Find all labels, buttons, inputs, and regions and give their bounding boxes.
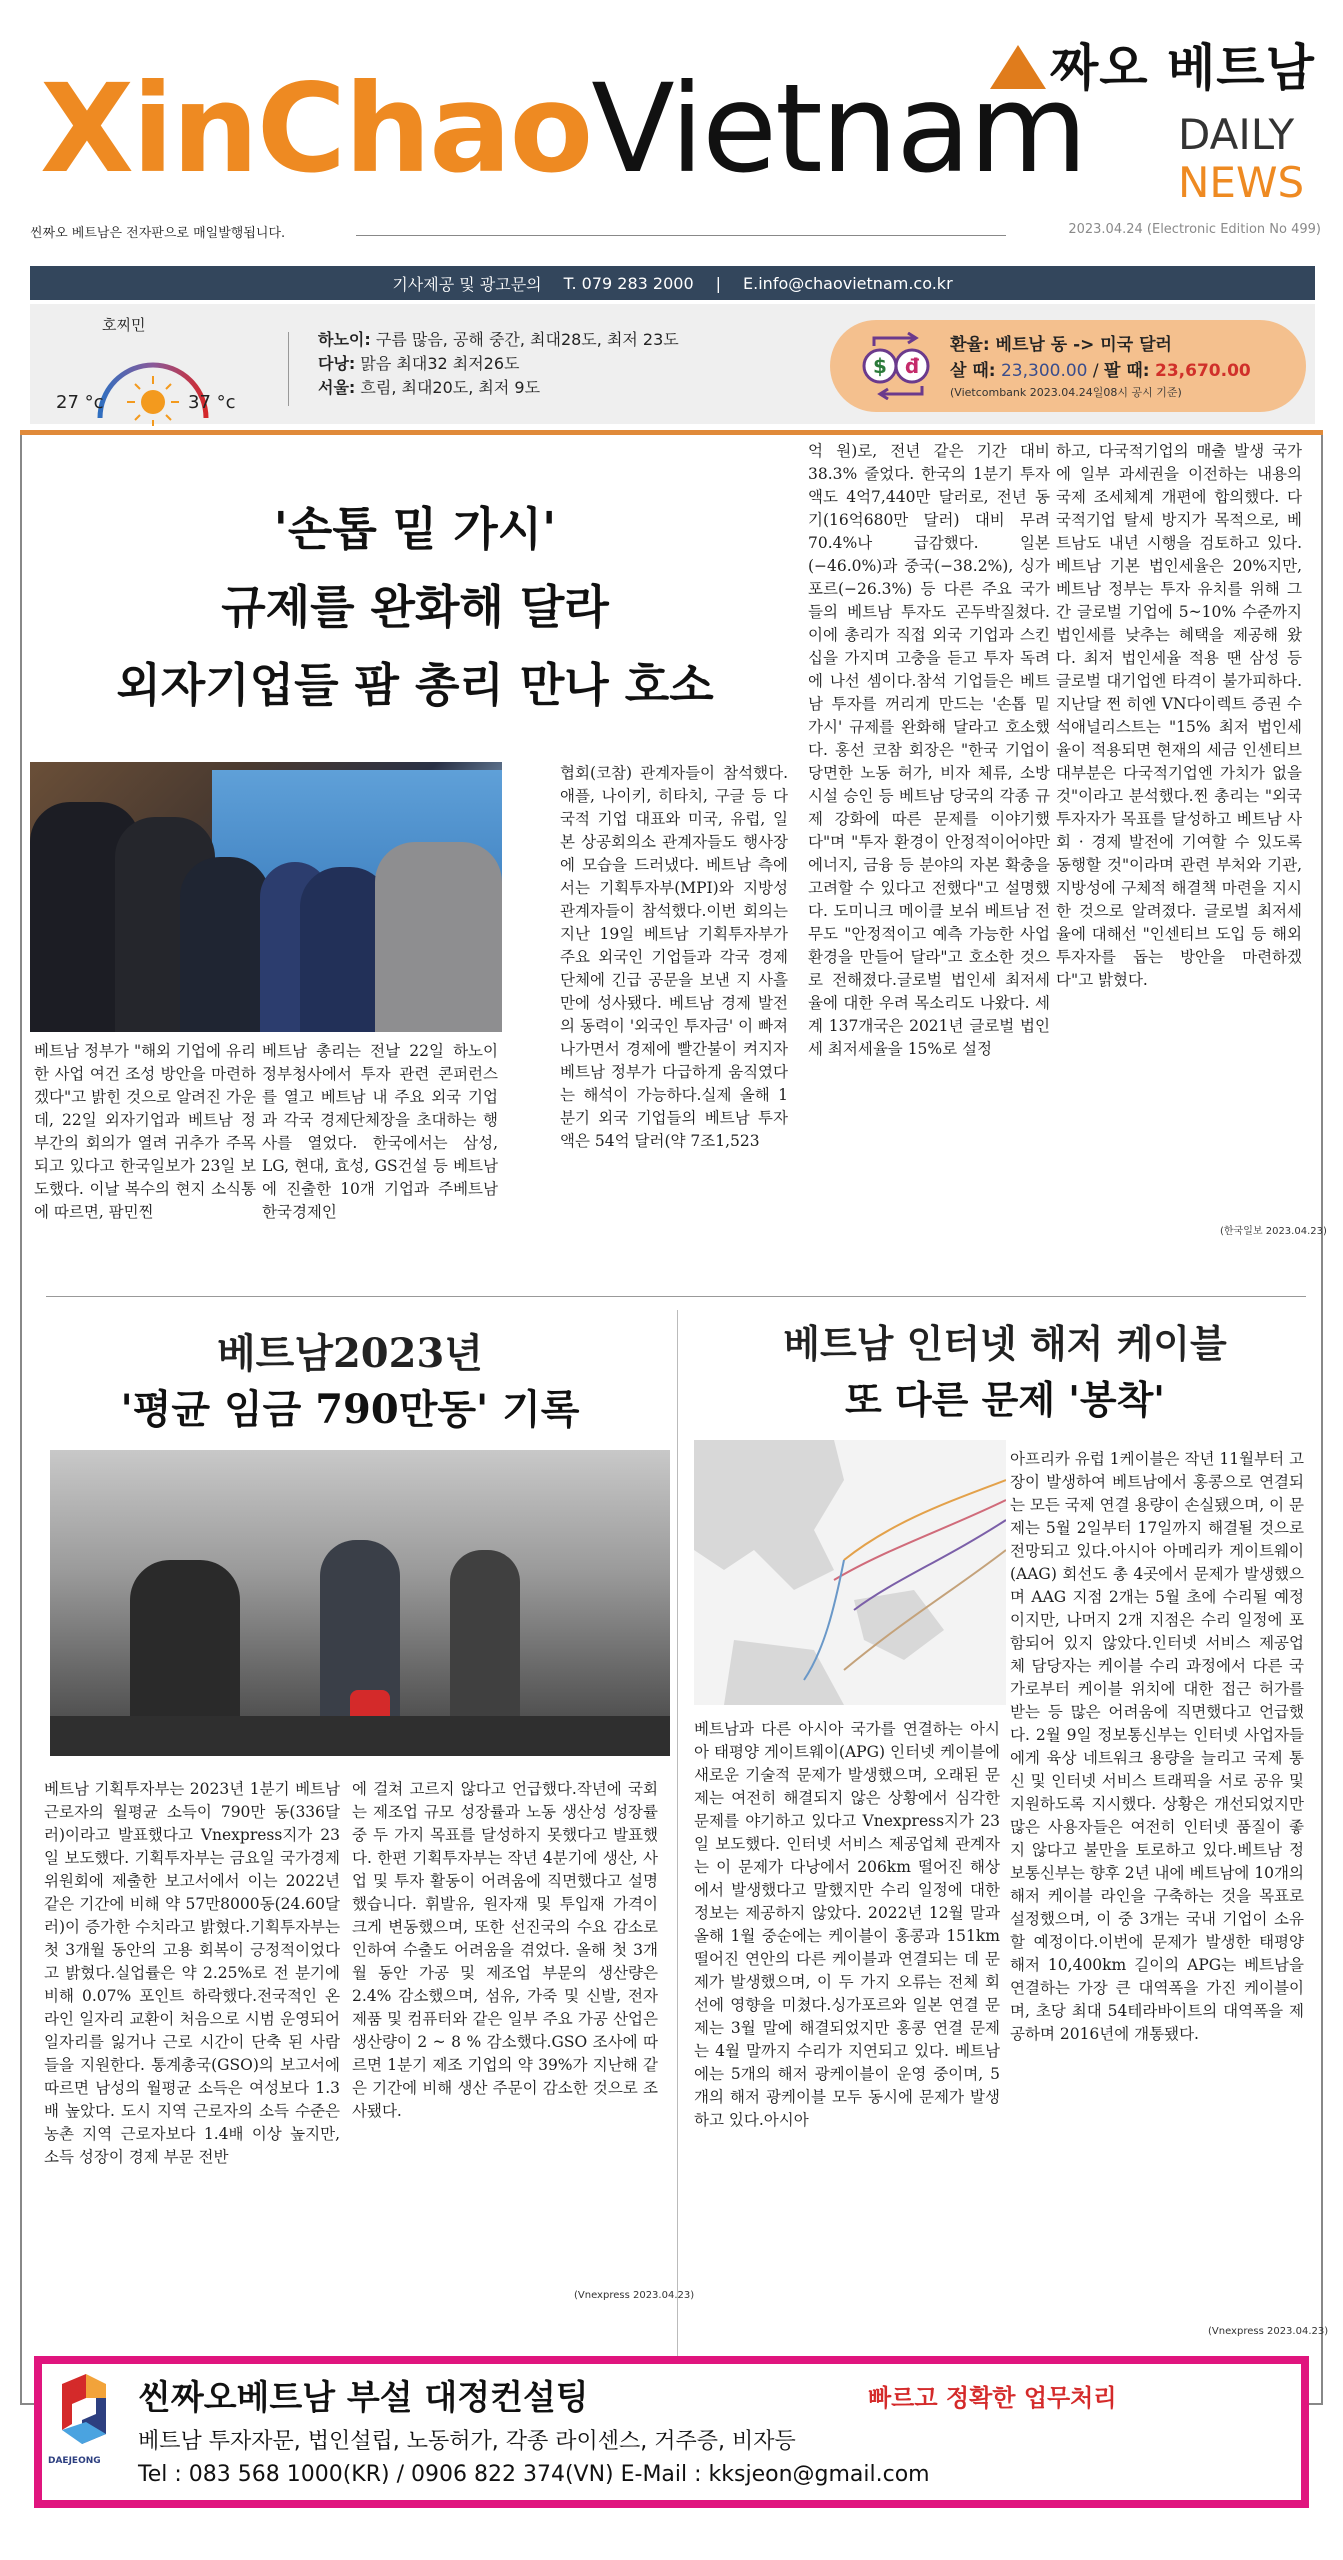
contact-separator: | (715, 273, 722, 293)
article1-photo (30, 762, 502, 1032)
logo-xinchao: XinChao (40, 58, 592, 200)
ad-slogan: 빠르고 정확한 업무처리 (868, 2384, 1117, 2412)
weather-seoul: 서울: 흐림, 최대20도, 최저 9도 (318, 378, 541, 397)
article1-source: (한국일보 2023.04.23) (1220, 1226, 1327, 1237)
edition-info: 2023.04.24 (Electronic Edition No 499) (1068, 222, 1321, 237)
weather-danang: 다낭: 맑음 최대32 최저26도 (318, 354, 520, 373)
tagline: 씬짜오 베트남은 전자판으로 매일발행됩니다. (30, 226, 286, 241)
daejeong-logo-text: DAEJEONG (48, 2456, 101, 2466)
article2-column-1: 베트남 기획투자부는 2023년 1분기 베트남 근로자의 월평균 소득이 790만 동(336달러)이라고 발표했다고 Vnexpress지가 23일 보도했다. 기획투자부는 금요일 국가경제위원회에 제출한 보고서에서 이는 2022년 같은 기간에 비해 약 57만8000동(24.60달러)이 증가한 수치라고 밝혔다.기획투자부는 첫 3개월 동안의 고용 회복이 긍정적이었다고 밝혔다.실업률은 약 2.25%로 전 분기에 비해 0.07% 포인트 하락했다.전국적인 온라인 일자리 교환이 처음으로 시범 운영되어 일자리를 잃거나 근로 시간이 단축 된 사람들을 지원한다. 통계총국(GSO)의 보고서에 따르면 남성의 월평균 소득은 여성보다 1.3배 높았다. 도시 지역 근로자의 소득 수준은 농촌 지역 근로자보다 1.4배 이상 높지만, 소득 성장이 경제 부문 전반 (44, 1780, 340, 2166)
daejeong-logo-icon (56, 2374, 112, 2454)
contact-phone[interactable]: T. 079 283 2000 (563, 273, 694, 293)
section-divider (46, 1296, 1306, 1297)
cable-route-map (694, 1440, 1006, 1705)
article1-column-3: 협회(코참) 관계자들이 참석했다. 애플, 나이키, 히타치, 구글 등 다국적 기업 대표와 미국, 유럽, 일본 상공회의소 관계자들도 행사장에 모습을 드러냈다. 베트남 측에서는 기획투자부(MPI)와 지방성 관계자들이 참석했다.이번 회의는 지난 19일 베트남 기획투자부가 주요 외국인 기업들과 각국 경제 단체에 긴급 공문을 보낸 지 사흘 만에 성사됐다. 베트남 경제 발전의 동력이 '외국인 투자금' 이 빠져나가면서 경제에 빨간불이 켜지자 베트남 정부가 다급하게 움직였다는 해석이 가능하다.실제 올해 1분기 외국 기업들의 베트남 투자액은 54억 달러(약 7조1,523 (560, 764, 788, 1150)
exchange-title: 환율: 베트남 동 -> 미국 달러 (950, 335, 1172, 355)
sun-icon (141, 390, 165, 414)
logo-daily: DAILY (1178, 110, 1295, 159)
article2-source: (Vnexpress 2023.04.23) (574, 2290, 695, 2301)
exchange-rate-box (830, 320, 1306, 412)
article2-headline-line2: '평균 임금 790만동' 기록 (120, 1386, 580, 1433)
frame-top-rule (20, 430, 1323, 435)
weather-hanoi: 하노이: 구름 많음, 공해 중간, 최대28도, 최저 23도 (318, 330, 679, 349)
contact-bar (30, 266, 1315, 300)
article2-photo (50, 1450, 670, 1756)
article3-column-2: 아프리카 유럽 1케이블은 작년 11월부터 고장이 발생하여 베트남에서 홍콩으로 연결되는 모든 국제 연결 용량이 손실됐으며, 이 문제는 5월 2일부터 17일까지 해결될 것으로 전망되고 있다.아시아 아메리카 게이트웨이(AAG) 회선도 총 4곳에서 문제가 발생했으며 AAG 지점 2개는 5월 초에 수리될 예정이지만, 나머지 2개 지점은 수리 일정에 포함되어 있지 않았다.인터넷 서비스 제공업체 담당자는 케이블 수리 과정에서 다른 국가로부터 케이블 위치에 대한 접근 허가를 받는 등 많은 어려움에 직면했다고 언급했다. 2월 9일 정보통신부는 인터넷 사업자들에게 육상 네트워크 용량을 늘리고 국제 통신 및 인터넷 서비스 트래픽을 서로 공유 및 지원하도록 지시했다. 상황은 개선되었지만 많은 사용자들은 여전히 인터넷 품질이 좋지 않다고 불만을 토로하고 있다.베트남 정보통신부는 향후 2년 내에 베트남에 10개의 해저 케이블 라인을 구축하는 것을 목표로 설정했으며, 이 중 3개는 국내 기업이 소유할 예정이다.이번에 문제가 발생한 태평양 해저 10,400km 길이의 APG는 베트남을 연결하는 가장 큰 대역폭을 가진 케이블이며, 초당 최대 54테라바이트의 대역폭을 제공하며 2016년에 개통됐다. (1010, 1450, 1304, 2043)
article1-column-1: 베트남 정부가 "해외 기업에 유리한 사업 여건 조성 방안을 마련하겠다"고 밝힌 것으로 알려진 가운데, 22일 외자기업과 베트남 정부간의 회의가 열려 귀추가 주목되고 있다고 한국일보가 23일 보도했다. 이날 복수의 현지 소식통에 따르면, 팜민찐 (34, 1042, 256, 1221)
currency-exchange-icon (858, 332, 938, 400)
article1-headline: '손톱 밑 가시' 규제를 완화해 달라 외자기업들 팜 총리 만나 호소 (116, 502, 714, 712)
logo-korean: 짜오 베트남 (990, 28, 1315, 100)
contact-label: 기사제공 및 광고문의 (392, 274, 542, 294)
masthead (0, 0, 1343, 294)
article3-headline-line1: 베트남 인터넷 해저 케이블 (783, 1322, 1227, 1366)
article2-headline-line1: 베트남2023년 (217, 1330, 483, 1377)
article1-column-4: 억 원)로, 전년 같은 기간 대비 38.3% 줄었다. 한국의 1분기 투자액도 4억7,440만 달러로, 전년 동기(16억680만 달러) 대비 무려 70.4%나 급감했다. 일본(−46.0%)과 중국(−38.2%), 싱가포르(−26.3%) 등 다른 주요 국가들의 베트남 투자도 곤두박질쳤다. 이에 총리가 직접 외국 기업과 스킨십을 가지며 고충을 듣고 투자 독려에 나선 셈이다.참석 기업들은 베트남 투자를 꺼리게 만드는 '손톱 밑 가시' 규제를 완화해 달라고 호소했다. 홍선 코참 회장은 "한국 기업이 당면한 노동 허가, 비자 체류, 소방시설 승인 등 베트남 당국의 각종 규제 강화에 따른 문제를 이야기했다"며 "투자 환경이 안정적이어야만 에너지, 금융 등 분야의 자본 확충을 고려할 수 있다고 전했다"고 설명했다. 도미니크 메이클 보쉬 베트남 전무도 "안정적이고 예측 가능한 사업 환경을 만들어 달라"고 호소한 것으로 전해졌다.글로벌 법인세 최저세율에 대한 우려 목소리도 나왔다. 세계 137개국은 2021년 글로벌 법인세 최저세율을 15%로 설정 (808, 442, 1050, 1058)
logo-vietnam: Vietnam (591, 58, 1086, 200)
article3-headline-line2: 또 다른 문제 '봉착' (845, 1378, 1165, 1422)
column-divider (677, 1310, 678, 2360)
article3-column-1: 베트남과 다른 아시아 국가를 연결하는 아시아 태평양 게이트웨이(APG) 인터넷 케이블에 새로운 기술적 문제가 발생했으며, 오래된 문제는 여전히 해결되지 않은 상황에서 심각한 문제를 야기하고 있다고 Vnexpress지가 23일 보도했다. 인터넷 서비스 제공업체 관계자는 이 문제가 다낭에서 206km 떨어진 해상에서 발생했다고 말했지만 수리 일정에 대한 정보는 제공하지 않았다. 2022년 12월 말과 올해 1월 중순에는 케이블이 홍콩과 151km 떨어진 연안의 다른 케이블과 연결되는 데 문제가 발생했으며, 이 두 가지 오류는 전체 회선에 영향을 미쳤다.싱가포르와 일본 연결 문제는 3월 말에 해결되었지만 홍콩 연결 문제는 4월 말까지 수리가 지연되고 있다. 베트남에는 5개의 해저 광케이블이 운영 중이며, 5개의 해저 광케이블 모두 동시에 문제가 발생하고 있다.아시아 (694, 1720, 1000, 2129)
sell-rate: 23,670.00 (1155, 361, 1251, 381)
svg-text:đ: đ (904, 354, 920, 378)
divider (288, 332, 289, 406)
ad-title: 씬짜오베트남 부설 대정컨설팅 (138, 2378, 589, 2418)
advertisement-daejeong[interactable] (34, 2356, 1309, 2508)
exchange-rates: 살 때: 23,300.00 / 팔 때: 23,670.00 (950, 361, 1251, 381)
weather-city: 호찌민 (102, 316, 146, 334)
divider (356, 235, 1006, 236)
buy-rate: 23,300.00 (1000, 361, 1088, 381)
temp-low: 27 °c (56, 392, 104, 413)
article2-column-2: 에 걸쳐 고르지 않다고 언급했다.작년에 국회는 제조업 규모 성장률과 노동 생산성 성장률 중 두 가지 목표를 달성하지 못했다고 발표했다. 한편 기획투자부는 작년 4분기에 생산, 사업 및 투자 활동이 어려움에 직면했다고 설명했습니다. 휘발유, 원자재 및 투입재 가격이 크게 변동했으며, 또한 선진국의 수요 감소로 인하여 수출도 어려움을 겪었다. 올해 첫 3개월 동안 가공 및 제조업 부문의 생산량은 2.4% 감소했으며, 섬유, 가죽 및 신발, 전자 제품 및 컴퓨터와 같은 일부 주요 가공 산업은 생산량이 2 ~ 8 % 감소했다.GSO 조사에 따르면 1분기 제조 기업의 약 39%가 지난해 같은 기간에 비해 생산 주문이 감소한 것으로 조사됐다. (352, 1780, 658, 2120)
article1-column-2: 베트남 총리는 전날 22일 하노이 정부청사에서 투자 관련 콘퍼런스를 열고 베트남 내 주요 외국 기업과 각국 경제단체장을 초대하는 행사를 열었다. 한국에서는 삼성, LG, 현대, 효성, GS건설 등 베트남에 진출한 10개 기업과 주베트남 한국경제인 (262, 1042, 498, 1221)
svg-text:$: $ (873, 354, 887, 378)
article3-source: (Vnexpress 2023.04.23) (1208, 2326, 1329, 2337)
ad-contact[interactable]: Tel : 083 568 1000(KR) / 0906 822 374(VN) E-Mail : kksjeon@gmail.com (138, 2462, 930, 2487)
logo-wordmark (40, 58, 1086, 200)
ad-services: 베트남 투자자문, 법인설립, 노동허가, 각종 라이센스, 거주증, 비자등 (138, 2429, 796, 2454)
weather-list (318, 328, 679, 400)
info-bar (30, 304, 1315, 424)
temp-high: 37 °c (188, 392, 236, 413)
logo-news: NEWS (1178, 158, 1305, 207)
exchange-note: (Vietcombank 2023.04.24일08시 공시 기준) (950, 386, 1182, 399)
article1-column-5: 하고, 다국적기업의 매출 발생 국가에 일부 과세권을 이전하는 내용의 국제 조세체계 개편에 합의했다. 다국적기업 탈세 방지가 목적으로, 베트남도 내년 시행을 검토하고 있다.베트남 기본 법인세율은 20%지만, 베트남 정부는 투자 유치를 위해 그간 글로벌 기업에 5~10% 수준까지 법인세를 낮추는 혜택을 제공해 왔다. 최저 법인세율 적용 땐 삼성 등 글로벌 대기업엔 타격이 불가피하다. 지난달 쩐 히엔 VN다이렉트 증권 수석애널리스트는 "15% 최저 법인세율이 적용되면 현재의 세금 인센티브 대부분은 다국적기업엔 가치가 없을 것"이라고 분석했다.찐 총리는 "외국 투자자가 목표를 달성하고 베트남 사회 · 경제 발전에 기여할 수 있도록 동행할 것"이라며 관련 부처와 기관, 지방성에 구체적 해결책 마련을 지시한 것으로 알려졌다. 글로벌 최저세율에 대해선 "인센티브 도입 등 해외 투자자를 돕는 방안을 마련하겠다"고 밝혔다. (1056, 442, 1302, 989)
contact-email[interactable]: E.info@chaovietnam.co.kr (743, 273, 953, 293)
